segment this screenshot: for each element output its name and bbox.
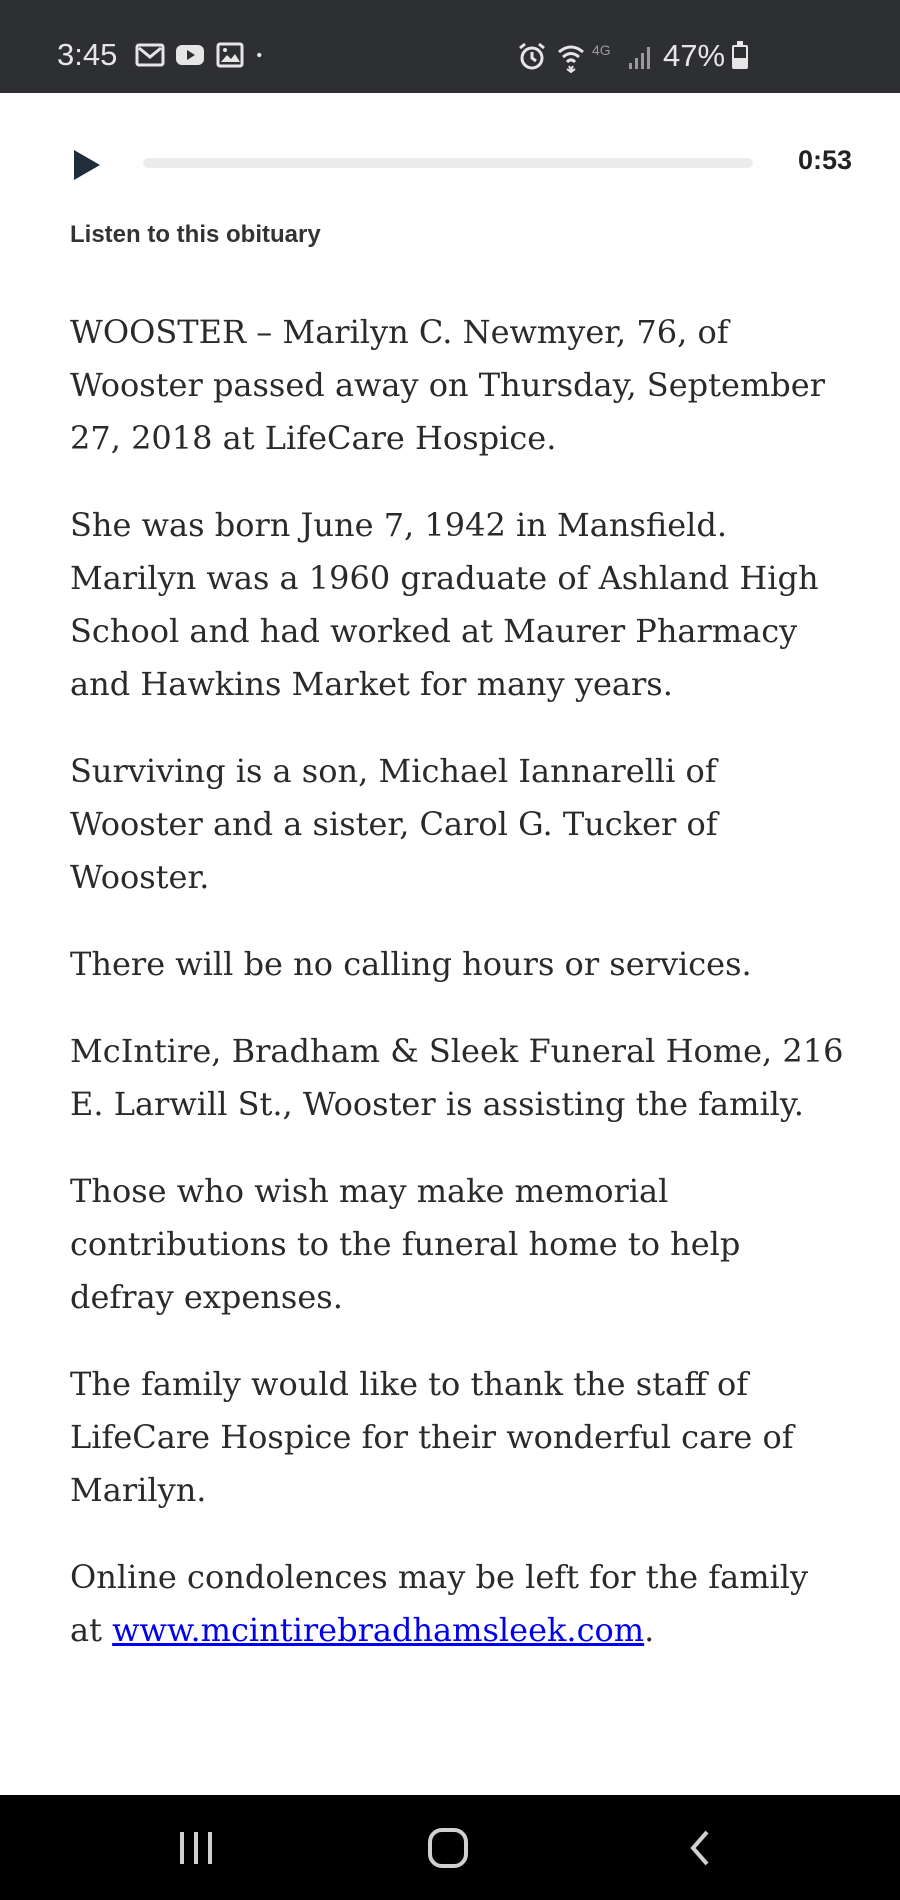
condolences-paragraph bbox=[70, 1551, 850, 1657]
back-icon bbox=[685, 1828, 715, 1868]
article-paragraph: There will be no calling hours or services. bbox=[70, 945, 752, 983]
wifi-icon bbox=[556, 41, 586, 73]
obituary-article bbox=[70, 306, 850, 1691]
navigation-bar bbox=[0, 1795, 900, 1900]
battery-percent: 47% bbox=[663, 38, 726, 73]
article-paragraph: Those who wish may make memorial contributions to the funeral home to help defray expenses. bbox=[70, 1172, 741, 1316]
signal-icon bbox=[628, 44, 654, 70]
gmail-icon bbox=[135, 42, 165, 68]
status-bar bbox=[0, 0, 900, 93]
condolences-period: . bbox=[644, 1611, 655, 1649]
youtube-icon bbox=[175, 42, 205, 68]
audio-duration: 0:53 bbox=[797, 145, 852, 175]
audio-player bbox=[0, 93, 900, 283]
article-paragraph: Surviving is a son, Michael Iannarelli of Wooster and a sister, Carol G. Tucker of Wooster. bbox=[70, 752, 718, 896]
article-paragraph: The family would like to thank the staff of LifeCare Hospice for their wonderful care of Marilyn. bbox=[70, 1365, 794, 1509]
4g-icon: 4G bbox=[592, 42, 611, 58]
battery-level bbox=[734, 58, 746, 67]
battery-icon bbox=[732, 45, 748, 69]
back-button[interactable] bbox=[670, 1823, 730, 1873]
listen-label: Listen to this obituary bbox=[70, 221, 321, 248]
article-paragraph: She was born June 7, 1942 in Mansfield. Marilyn was a 1960 graduate of Ashland High School and had worked at Maurer Pharmacy and Hawkins Market for many years. bbox=[70, 506, 819, 703]
alarm-icon bbox=[517, 42, 547, 72]
play-icon[interactable] bbox=[72, 148, 102, 182]
condolences-text: Online condolences may be left for the family at bbox=[70, 1558, 809, 1649]
audio-progress-bar[interactable] bbox=[143, 158, 753, 168]
home-icon bbox=[426, 1826, 470, 1870]
funeral-home-link[interactable]: www.mcintirebradhamsleek.com bbox=[112, 1611, 645, 1649]
gallery-icon bbox=[215, 42, 245, 68]
notification-icons bbox=[135, 42, 271, 68]
dot-icon bbox=[255, 42, 271, 68]
article-paragraph: McIntire, Bradham & Sleek Funeral Home, 216 E. Larwill St., Wooster is assisting the family. bbox=[70, 1032, 844, 1123]
recents-button[interactable] bbox=[166, 1823, 226, 1873]
article-paragraph: WOOSTER – Marilyn C. Newmyer, 76, of Wooster passed away on Thursday, September 27, 2018 at LifeCare Hospice. bbox=[70, 313, 825, 457]
home-button[interactable] bbox=[418, 1823, 478, 1873]
status-time: 3:45 bbox=[57, 37, 118, 72]
recents-icon bbox=[176, 1830, 216, 1866]
